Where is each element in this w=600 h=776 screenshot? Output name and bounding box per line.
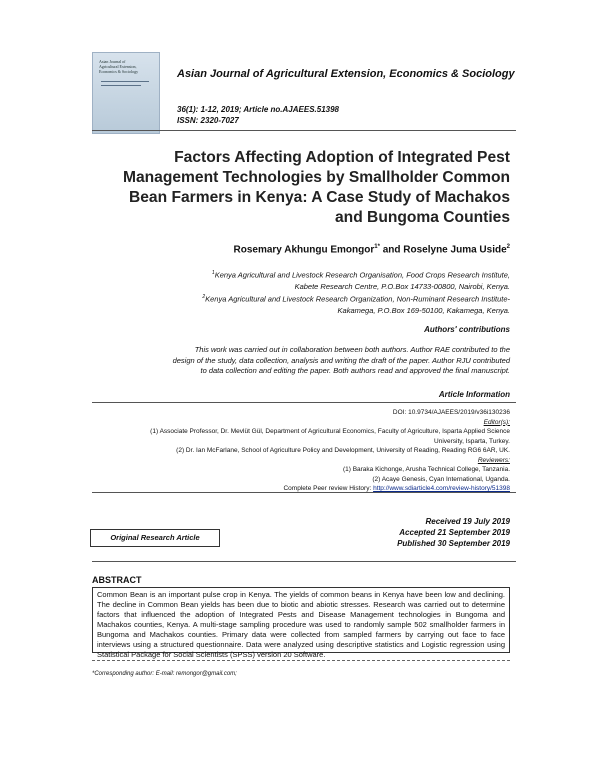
journal-name: Asian Journal of Agricultural Extension, Economics & Sociology — [177, 68, 515, 80]
journal-cover-thumbnail — [92, 52, 160, 134]
reviewers-label: Reviewers: — [477, 456, 510, 464]
review-history-link[interactable]: http://www.sdiarticle4.com/review-history/51398 — [373, 485, 510, 492]
section-heading-contributions: Authors' contributions — [424, 325, 510, 334]
editors-label: Editor(s): — [483, 418, 510, 426]
footnote: *Corresponding author: E-mail: remongor@gmail.com; — [92, 671, 237, 677]
cover-decoration — [101, 85, 141, 86]
cover-decoration — [101, 81, 149, 82]
publication-dates — [300, 516, 510, 549]
cover-text: Asian Journal of Agricultural Extension, Economics & Sociology — [99, 59, 139, 74]
editor-entry: (1) Associate Professor, Dr. Mevlüt Gül, Department of Agricultural Economics, Faculty of Agriculture, Isparta Applied Science — [150, 428, 510, 435]
article-info-rule-bottom — [92, 492, 516, 493]
author-name: Roselyne Juma Uside — [403, 244, 507, 256]
article-info-rule — [92, 402, 516, 403]
journal-issn: ISSN: 2320-7027 — [177, 116, 239, 125]
journal-meta — [177, 104, 339, 126]
author-superscript: 1* — [374, 244, 380, 250]
dates-rule — [92, 561, 516, 562]
reviewer-entry: (2) Acaye Genesis, Cyan International, Uganda. — [372, 475, 510, 483]
affiliation: $^2$Kenya Agricultural and Livestock Research Organization, Non-Ruminant Research Institute- Kakamega, P.O.Box 169-50100, Kakamega, Kenya. — [202, 294, 510, 315]
doi: DOI: 10.9734/AJAEES/2019/v36i130236 — [392, 409, 510, 416]
author-name: Rosemary Akhungu Emongor — [233, 244, 375, 256]
abstract-box: Common Bean is an important pulse crop in Kenya. The yields of common beans in Kenya have been low and declining. The decline in Common Bean yields has been due to biotic and abiotic stresses. Research was carried out to determine factors that influenced the adoption of Integrated Pests and Disease Management technologies in Bungoma and Machakos counties, Kenya. A multi-stage sampling procedure was used to randomly sample 502 smallholder farmers in Bungoma and Machakos counties. Primary data were collected from sampled farmers by carrying out face to face interviews using a structured questionnaire. Data were analyzed using descriptive statistics and Logistic regression using Statistical Package for Social Scientists (SPSS) version 20 Software. — [92, 587, 510, 653]
author-conjunction: and — [379, 244, 404, 256]
footnote-divider — [92, 660, 510, 661]
reviewer-entry: (1) Baraka Kichonge, Arusha Technical College, Tanzania. — [342, 466, 510, 473]
editor-entry-cont: University, Isparta, Turkey. — [434, 437, 510, 445]
section-heading-article-info: Article Information — [438, 390, 510, 399]
date-published: Published 30 September 2019 — [397, 539, 510, 548]
author-list — [92, 244, 510, 255]
paper-title: Factors Affecting Adoption of Integrated Pest Management Technologies by Smallholder Common Bean Farmers in Kenya: A Case Study of Machakos and Bungoma Counties — [122, 149, 510, 226]
editor-entry: (2) Dr. Ian McFarlane, School of Agriculture Policy and Development, University of Reading, Reading RG6 6AR, UK. — [176, 447, 510, 454]
affiliation: $^1$Kenya Agricultural and Livestock Research Organisation, Food Crops Research Institute, Kabete Research Centre, P.O.Box 14733-00800, Nairobi, Kenya. — [211, 270, 510, 291]
article-type-box: Original Research Article — [90, 529, 220, 547]
abstract-heading: ABSTRACT — [92, 575, 142, 585]
journal-citation: 36(1): 1-12, 2019; Article no.AJAEES.51398 — [177, 105, 340, 114]
date-received: Received 19 July 2019 — [425, 517, 510, 526]
date-accepted: Accepted 21 September 2019 — [399, 528, 510, 537]
article-info-block — [60, 408, 510, 494]
review-history: Complete Peer review History: http://www.sdiarticle4.com/review-history/51398 — [283, 485, 510, 492]
author-superscript: 2 — [506, 244, 510, 250]
contributions-text: This work was carried out in collaboration between both authors. Author RAE contributed to the design of the study, data collection, analysis and writing the draft of the paper. Author RJU contributed to data collection and editing the paper. Both authors read and approved the final manuscript. — [172, 345, 510, 375]
header-rule — [92, 130, 516, 131]
